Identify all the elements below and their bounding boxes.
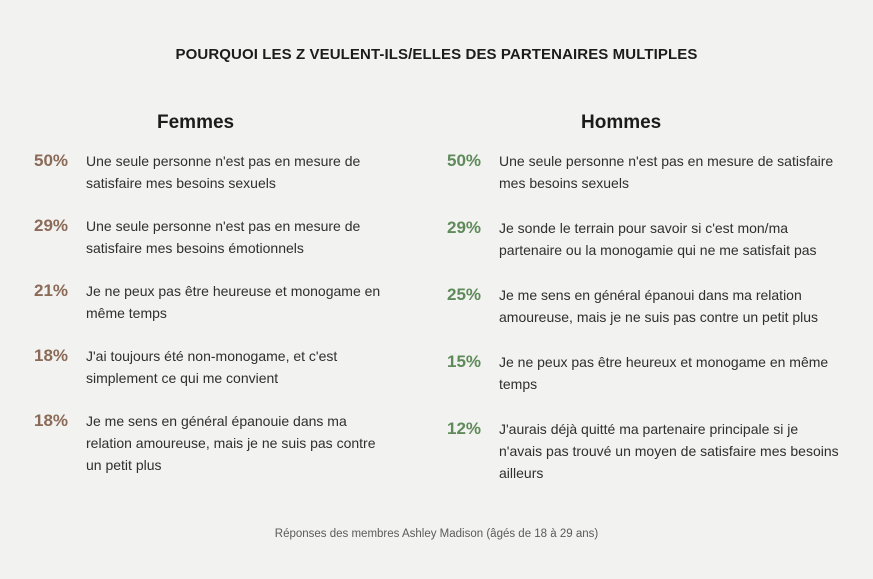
hommes-reason-text: J'aurais déjà quitté ma partenaire principale si je n'avais pas trouvé un moyen de satisfaire mes besoins ailleurs (499, 421, 839, 481)
femmes-heading: Femmes (157, 112, 235, 133)
femmes-item (34, 280, 404, 324)
hommes-column (447, 112, 842, 507)
femmes-reason-text: Je ne peux pas être heureuse et monogame en même temps (86, 283, 381, 321)
femmes-pct-label: 21% (34, 281, 69, 300)
hommes-heading: Hommes (581, 112, 662, 133)
chart-footer-source: Réponses des membres Ashley Madison (âgés de 18 à 29 ans) (274, 528, 599, 540)
chart-title: POURQUOI LES Z VEULENT-ILS/ELLES DES PARTENAIRES MULTIPLES (175, 46, 698, 63)
hommes-item (447, 284, 842, 328)
femmes-reason-text: Je me sens en général épanouie dans ma relation amoureuse, mais je ne suis pas contre un petit plus (86, 413, 376, 473)
hommes-pct-label: 25% (447, 285, 482, 304)
femmes-pct-label: 29% (34, 216, 69, 235)
hommes-reason-text: Je ne peux pas être heureux et monogame en même temps (499, 354, 829, 392)
femmes-item (34, 345, 404, 389)
hommes-pct-label: 29% (447, 218, 482, 237)
femmes-pct-label: 18% (34, 411, 69, 430)
hommes-item (447, 418, 842, 484)
femmes-reason-text: Une seule personne n'est pas en mesure de satisfaire mes besoins émotionnels (86, 218, 361, 256)
hommes-reason-text: Je me sens en général épanoui dans ma relation amoureuse, mais je ne suis pas contre un petit plus (499, 287, 819, 325)
hommes-pct-label: 50% (447, 151, 482, 170)
femmes-pct-label: 18% (34, 346, 69, 365)
femmes-item (34, 215, 404, 259)
femmes-column (34, 112, 404, 497)
femmes-item (34, 410, 404, 476)
hommes-item (447, 150, 842, 194)
hommes-item (447, 351, 842, 395)
hommes-pct-label: 12% (447, 419, 482, 438)
hommes-pct-label: 15% (447, 352, 482, 371)
femmes-reason-text: J'ai toujours été non-monogame, et c'est simplement ce qui me convient (86, 348, 338, 386)
femmes-pct-label: 50% (34, 151, 69, 170)
hommes-item (447, 217, 842, 261)
femmes-item (34, 150, 404, 194)
hommes-reason-text: Une seule personne n'est pas en mesure de satisfaire mes besoins sexuels (499, 153, 834, 191)
hommes-reason-text: Je sonde le terrain pour savoir si c'est mon/ma partenaire ou la monogamie qui ne me satisfait pas (499, 220, 817, 258)
femmes-reason-text: Une seule personne n'est pas en mesure de satisfaire mes besoins sexuels (86, 153, 361, 191)
